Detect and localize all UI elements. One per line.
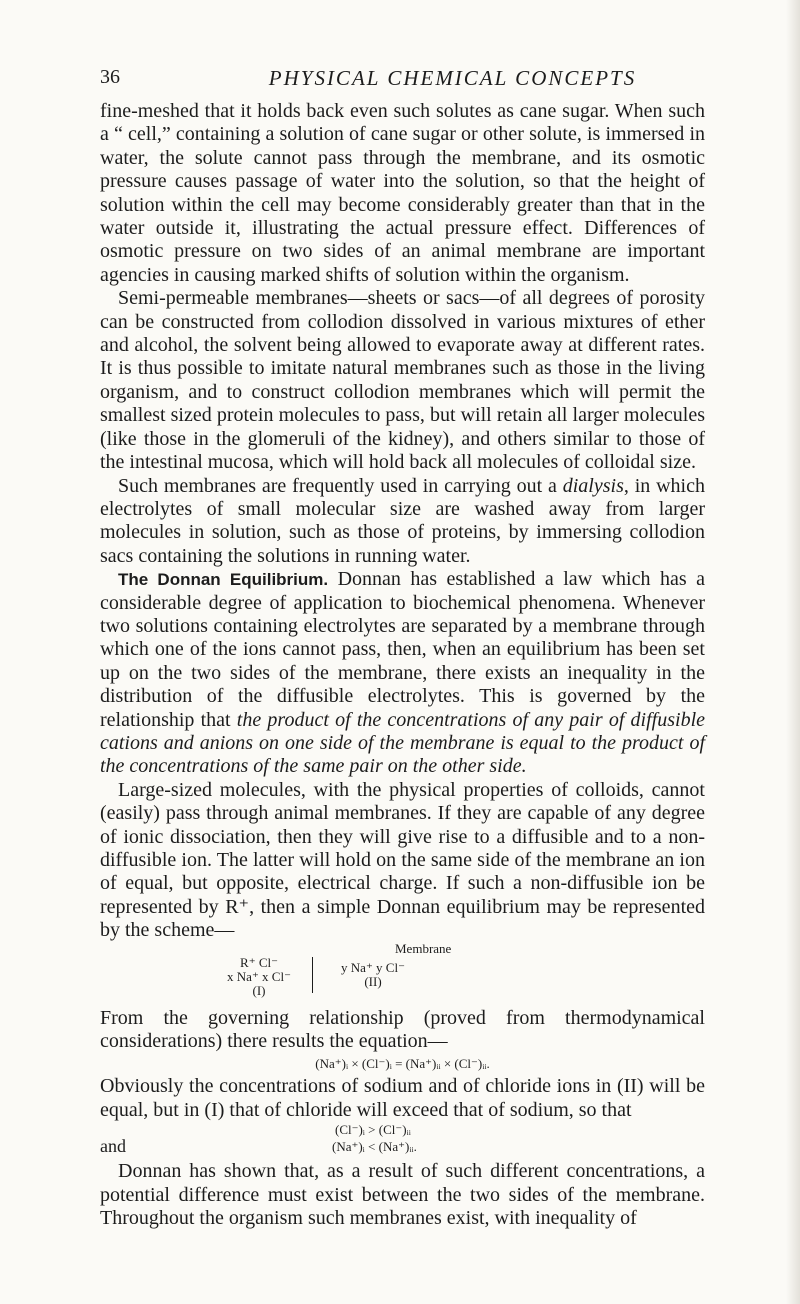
paragraph-2: Semi-permeable membranes—sheets or sacs—of all degrees of porosity can be constructed from collodion dissolved in various mixtures of ether and alcohol, the solvent being allowed to evaporate away at different rates. It is thus possible to imitate natural membranes such as those in the living organism, and to construct collodion membranes which will permit the smallest sized protein molecules to pass, but will retain all larger molecules (like those in the glomeruli of the kidney), and others similar to those of the intestinal mucosa, which will hold back all molecules of colloidal size.	[100, 287, 705, 474]
paragraph-7: Obviously the concentrations of sodium and of chloride ions in (II) will be equal, but in (I) that of chloride will exceed that of sodium, so that	[100, 1075, 705, 1121]
membrane-line	[312, 957, 313, 993]
page-edge-shadow	[786, 0, 800, 1304]
equation-1: (Na⁺)ᵢ × (Cl⁻)ᵢ = (Na⁺)ᵢᵢ × (Cl⁻)ᵢᵢ.	[315, 1056, 490, 1072]
scheme-left-line2: x Na⁺ x Cl⁻	[227, 968, 291, 984]
donnan-scheme	[100, 940, 705, 1007]
paragraph-5: Large-sized molecules, with the physical properties of colloids, cannot (easily) pass through animal membranes. If they are capable of any degree of ionic dissociation, then they will give rise to a diffusible and to a non-diffusible ion. The latter will hold on the same side of the membrane an ion of equal, but opposite, electrical charge. If such a non-diffusible ion be represented by R⁺, then a simple Donnan equilibrium may be represented by the scheme—	[100, 778, 705, 942]
paragraph-6: From the governing relationship (proved from thermodynamical considerations) there results the equation—	[100, 1006, 705, 1053]
paragraph-4	[100, 568, 705, 779]
scheme-left-line1: R⁺ Cl⁻	[240, 954, 278, 970]
and-word: and	[100, 1136, 126, 1157]
scheme-side-two	[328, 961, 418, 989]
paragraph-8: Donnan has shown that, as a result of such different concentrations, a potential difference must exist between the two sides of the membrane. Throughout the organism such membranes exist, with inequality of	[100, 1160, 705, 1230]
scheme-left-label: (I)	[252, 982, 266, 998]
membrane-label: Membrane	[395, 940, 452, 956]
running-title: PHYSICAL CHEMICAL CONCEPTS	[268, 66, 637, 90]
p4-start: Donnan has established a law which has a considerable degree of application to biochemical phenomena. Whenever two solutions containing electrolytes are separated by a membrane through which one of the ions cannot pass, then, when an equilibrium has been set up on the two sides of the membrane, there exists an inequality in the distribution of the diffusible electrolytes. This is governed by the relationship that	[100, 568, 705, 731]
scheme-right-label: (II)	[364, 973, 382, 989]
paragraph-1: fine-meshed that it holds back even such solutes as cane sugar. When such a “ cell,” containing a solution of cane sugar or other solute, is immersed in water, the solute cannot pass through the membrane, and its osmotic pressure causes passage of water into the solution, so that the height of solution within the cell may become considerably greater than that in the water outside it, illustrating the actual pressure effect. Differences of osmotic pressure on two sides of an animal membrane are important agencies in causing marked shifts of solution within the organism.	[100, 100, 705, 286]
page-number: 36	[100, 66, 120, 88]
scheme-side-one	[214, 956, 304, 998]
p3-start: Such membranes are frequently used in carrying out a	[118, 474, 563, 497]
section-heading: The Donnan Equilibrium.	[118, 570, 329, 590]
body-text	[100, 100, 705, 1230]
paragraph-3	[100, 475, 705, 569]
donnan-law: the product of the concentrations of any pair of diffusible cations and anions on one side of the membrane is equal to the product of the concentrations of the same pair on the other side.	[100, 708, 705, 778]
scheme-right-line1: y Na⁺ y Cl⁻	[341, 959, 405, 975]
term-dialysis: dialysis	[562, 474, 624, 497]
inequality-chloride: (Cl⁻)ᵢ > (Cl⁻)ᵢᵢ	[335, 1122, 411, 1138]
page-header	[100, 66, 705, 96]
p3-end: , in which electrolytes of small molecular size are washed away from larger molecules in solution, such as those of proteins, by immersing collodion sacs containing the solutions in running water.	[100, 474, 705, 567]
inequality-sodium: (Na⁺)ᵢ < (Na⁺)ᵢᵢ.	[332, 1139, 417, 1155]
inequalities	[100, 1122, 705, 1160]
